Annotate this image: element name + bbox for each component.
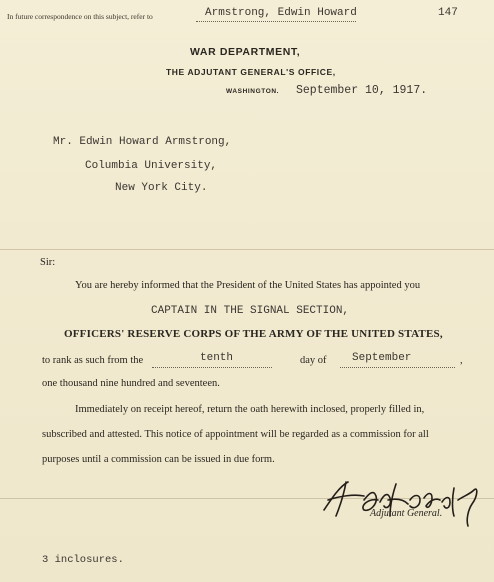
- fold-line: [0, 249, 494, 250]
- refer-to-name: Armstrong, Edwin Howard: [205, 7, 357, 19]
- paragraph-line-3: purposes until a commission can be issued in due form.: [42, 454, 275, 465]
- paragraph-line-1: Immediately on receipt hereof, return the oath herewith inclosed, properly filled in,: [75, 404, 425, 415]
- correspondence-label: In future correspondence on this subject, refer to: [7, 12, 153, 21]
- city-heading: WASHINGTON.: [226, 88, 280, 95]
- letter-date: September 10, 1917.: [296, 84, 428, 97]
- refer-to-underline: [196, 21, 356, 22]
- file-number: 147: [438, 7, 458, 19]
- addressee-line3: New York City.: [115, 182, 208, 194]
- signature-title: Adjutant General.: [370, 508, 443, 519]
- addressee-name: Mr. Edwin Howard Armstrong,: [53, 136, 232, 148]
- month-underline: [340, 367, 455, 368]
- year-line: one thousand nine hundred and seventeen.: [42, 378, 220, 389]
- corps-title: OFFICERS' RESERVE CORPS OF THE ARMY OF THE UNITED STATES,: [64, 328, 443, 340]
- signature-mark: [318, 470, 488, 530]
- month-value: September: [352, 352, 412, 364]
- rank-from-label: to rank as such from the: [42, 355, 144, 366]
- informed-line: You are hereby informed that the President of the United States has appointed you: [75, 280, 421, 291]
- enclosures-note: 3 inclosures.: [42, 554, 124, 566]
- salutation: Sir:: [40, 257, 56, 268]
- day-value: tenth: [200, 352, 234, 364]
- month-comma: ,: [460, 355, 463, 366]
- office-heading: THE ADJUTANT GENERAL'S OFFICE,: [166, 67, 336, 77]
- department-heading: WAR DEPARTMENT,: [190, 46, 301, 58]
- rank-title: CAPTAIN IN THE SIGNAL SECTION,: [151, 305, 350, 317]
- day-underline: [152, 367, 272, 368]
- addressee-line2: Columbia University,: [85, 160, 218, 172]
- day-of-label: day of: [300, 355, 327, 366]
- paragraph-line-2: subscribed and attested. This notice of appointment will be regarded as a commission for all: [42, 429, 429, 440]
